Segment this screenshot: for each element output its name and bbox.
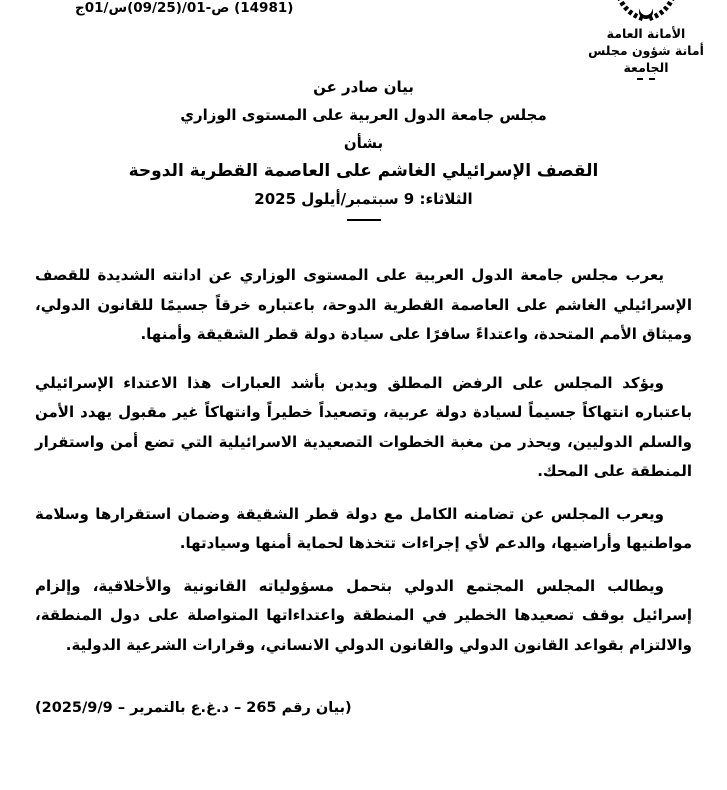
arab-league-emblem-icon (611, 0, 681, 23)
title-divider-line (347, 219, 381, 221)
paragraph-demands: ويطالب المجلس المجتمع الدولي بتحمل مسؤولياته القانونية والأخلاقية، وإلزام إسرائيل بوقف تصعيدها الخطير في المنطقة واعتداءاتها المتواصلة على دول المنطقة، والالتزام بقواعد القانون الدولي والقانون الدولي الانساني، وقرارات الشرعية الدولية. (35, 576, 692, 654)
title-regarding: بشأن (343, 134, 384, 152)
title-date: الثلاثاء: 9 سبتمبر/أيلول 2025 (254, 190, 473, 208)
title-council-name: مجلس جامعة الدول العربية على المستوى الوزاري (180, 106, 547, 124)
statement-body (0, 261, 727, 660)
paragraph-condemnation: يعرب مجلس جامعة الدول العربية على المستوى الوزاري عن ادانته الشديدة للقصف الإسرائيلي الغاشم على العاصمة القطرية الدوحة، باعتباره خرقاً جسيمًا للقانون الدولي، وميثاق الأمم المتحدة، واعتداءً سافرًا على سيادة دولة قطر الشقيقة وأمنها. (35, 266, 692, 343)
paragraph-rejection: ويؤكد المجلس على الرفض المطلق ويدين بأشد العبارات هذا الاعتداء الإسرائيلي باعتباره انتهاكاً جسيماً لسيادة دولة عربية، وتصعيداً خطيراً وانتهاكاً غير مقبول يهدد الأمن والسلم الدوليين، ويحذر من مغبة الخطوات التصعيدية الاسرائيلية التي تضع أمن واستقرار المنطقة على المحك. (35, 373, 692, 480)
statement-number-note: (بيان رقم 265 – د.غ.ع بالتمرير – 2025/9/9) (35, 700, 352, 716)
title-issued-by: بيان صادر عن (313, 78, 414, 96)
paragraph-solidarity: ويعرب المجلس عن تضامنه الكامل مع دولة قطر الشقيقة وضمان استقرارها وسلامة مواطنيها وأراضيها، والدعم لأي إجراءات تتخذها لحماية أمنها وسيادتها. (35, 504, 692, 552)
secretariat-underline (637, 77, 655, 80)
secretariat-line1: الأمانة العامة (606, 26, 686, 41)
document-reference-number: ج01/س(09/25)/01-ص (14981) (75, 0, 294, 16)
secretariat-header (567, 0, 725, 80)
secretariat-line2: أمانة شؤون مجلس الجامعة (588, 43, 704, 75)
title-subject: القصف الإسرائيلي الغاشم على العاصمة القطرية الدوحة (128, 161, 599, 181)
